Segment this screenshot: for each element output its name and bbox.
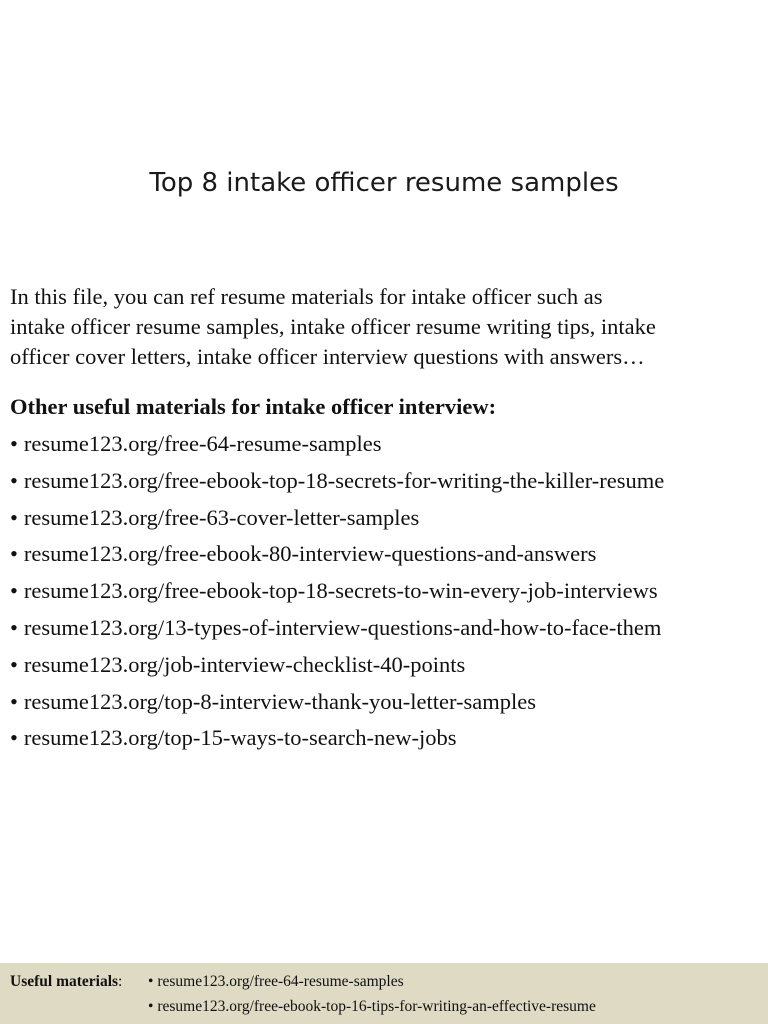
bullet-icon: • xyxy=(10,504,18,530)
bullet-icon: • xyxy=(10,467,18,493)
list-item xyxy=(10,538,765,575)
footer-label-text: Useful materials xyxy=(10,973,119,990)
intro-line: intake officer resume samples, intake officer resume writing tips, intake xyxy=(10,314,656,339)
material-link[interactable]: resume123.org/free-ebook-top-18-secrets-to-win-every-job-interviews xyxy=(23,578,658,604)
bullet-icon: • xyxy=(10,578,18,604)
other-materials-heading: Other useful materials for intake officer interview: xyxy=(10,394,497,419)
material-link[interactable]: resume123.org/free-63-cover-letter-samples xyxy=(23,504,420,530)
bullet-icon: • xyxy=(10,725,18,751)
list-item xyxy=(10,465,765,502)
material-link[interactable]: resume123.org/top-8-interview-thank-you-letter-samples xyxy=(23,688,536,714)
bullet-icon: • xyxy=(10,614,18,640)
bullet-icon: • xyxy=(148,973,154,990)
footer-link[interactable]: resume123.org/free-ebook-top-16-tips-for-writing-an-effective-resume xyxy=(157,998,596,1015)
bullet-icon: • xyxy=(10,688,18,714)
useful-materials-footer xyxy=(0,963,768,1024)
material-link[interactable]: resume123.org/free-ebook-top-18-secrets-for-writing-the-killer-resume xyxy=(23,467,665,493)
intro-line: officer cover letters, intake officer interview questions with answers… xyxy=(10,344,645,369)
footer-item xyxy=(148,973,404,991)
list-item xyxy=(10,502,765,539)
footer-label-colon: : xyxy=(118,973,123,990)
footer-item xyxy=(148,998,596,1016)
material-link[interactable]: resume123.org/free-ebook-80-interview-questions-and-answers xyxy=(23,541,597,567)
page-title: Top 8 intake officer resume samples xyxy=(149,168,619,198)
bullet-icon: • xyxy=(10,541,18,567)
list-item xyxy=(10,575,765,612)
material-link[interactable]: resume123.org/top-15-ways-to-search-new-jobs xyxy=(23,725,457,751)
list-item xyxy=(10,649,765,686)
footer-label xyxy=(10,973,122,991)
material-link[interactable]: resume123.org/free-64-resume-samples xyxy=(23,431,382,456)
intro-line: In this file, you can ref resume materials for intake officer such as xyxy=(10,284,603,309)
list-item xyxy=(10,686,765,723)
materials-link-list xyxy=(10,428,765,759)
bullet-icon: • xyxy=(10,651,18,677)
list-item xyxy=(10,722,765,759)
bullet-icon: • xyxy=(148,998,154,1015)
list-item xyxy=(10,612,765,649)
material-link[interactable]: resume123.org/13-types-of-interview-questions-and-how-to-face-them xyxy=(23,614,662,640)
footer-link[interactable]: resume123.org/free-64-resume-samples xyxy=(157,973,404,990)
intro-paragraph xyxy=(10,282,760,372)
bullet-icon: • xyxy=(10,431,18,456)
list-item xyxy=(10,428,765,465)
material-link[interactable]: resume123.org/job-interview-checklist-40-points xyxy=(23,651,466,677)
